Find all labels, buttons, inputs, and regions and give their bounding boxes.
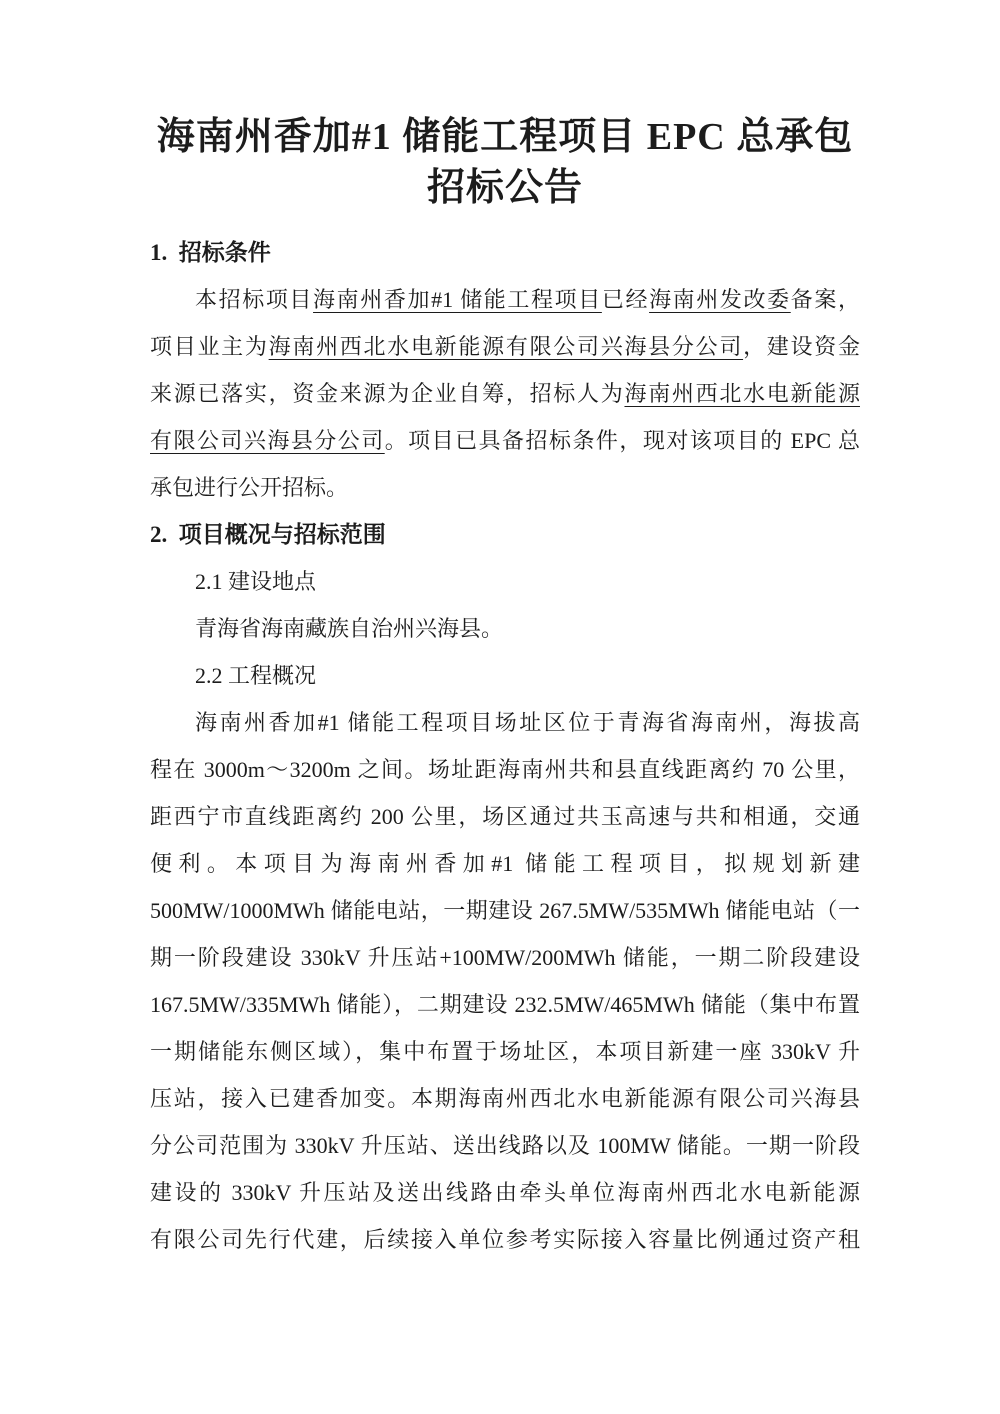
paragraph-line bbox=[150, 1122, 860, 1169]
section-heading: 2. 项目概况与招标范围 bbox=[150, 522, 386, 547]
paragraph-line bbox=[150, 840, 860, 887]
paragraph-line bbox=[150, 699, 860, 746]
paragraph-line bbox=[150, 746, 860, 793]
paragraph-line bbox=[150, 1028, 860, 1075]
text-segment: 来源已落实，资金来源为企业自筹，招标人为 bbox=[150, 381, 625, 406]
section-heading: 1. 招标条件 bbox=[150, 240, 271, 265]
text-segment: 期一阶段建设 330kV 升压站+100MW/200MWh 储能，一期二阶段建设 bbox=[150, 945, 860, 970]
text-segment: 承包进行公开招标。 bbox=[150, 475, 349, 500]
text-segment: 一期储能东侧区域），集中布置于场址区，本项目新建一座 330kV 升 bbox=[150, 1039, 860, 1064]
paragraph-line bbox=[150, 1169, 860, 1216]
subsection-line: 青海省海南藏族自治州兴海县。 bbox=[195, 616, 504, 641]
underlined-text: 海南州香加#1 储能工程项目 bbox=[313, 287, 602, 312]
text-segment: 本招标项目 bbox=[195, 287, 314, 312]
underlined-text: 海南州发改委 bbox=[649, 287, 791, 312]
text-segment: 有限公司先行代建，后续接入单位参考实际接入容量比例通过资产租 bbox=[150, 1227, 860, 1252]
underlined-text: 有限公司兴海县分公司 bbox=[150, 428, 385, 453]
underlined-text: 海南州西北水电新能源有限公司兴海县分公司 bbox=[268, 334, 744, 359]
paragraph-line bbox=[150, 276, 860, 323]
text-segment: 距西宁市直线距离约 200 公里，场区通过共玉高速与共和相通，交通 bbox=[150, 804, 860, 829]
paragraph-line bbox=[150, 464, 860, 511]
document-content bbox=[150, 112, 860, 1263]
document-title-line-2: 招标公告 bbox=[426, 167, 583, 209]
subsection-line: 2.2 工程概况 bbox=[195, 663, 317, 688]
text-segment: ，建设资金 bbox=[743, 334, 860, 359]
text-segment: 备案， bbox=[790, 287, 860, 312]
text-segment: 已经 bbox=[601, 287, 650, 312]
text-segment: 500MW/1000MWh 储能电站，一期建设 267.5MW/535MWh 储能电站（一 bbox=[150, 898, 860, 923]
paragraph bbox=[150, 276, 860, 511]
document-title-line-1: 海南州香加#1 储能工程项目 EPC 总承包 bbox=[156, 116, 854, 158]
paragraph-line bbox=[150, 1075, 860, 1122]
paragraph-line bbox=[150, 323, 860, 370]
subsection-line: 2.1 建设地点 bbox=[195, 569, 317, 594]
paragraph-line bbox=[150, 934, 860, 981]
text-segment: 项目业主为 bbox=[150, 334, 269, 359]
paragraph-line bbox=[150, 1216, 860, 1263]
text-segment: 建设的 330kV 升压站及送出线路由牵头单位海南州西北水电新能源 bbox=[150, 1180, 860, 1205]
text-segment: 海南州香加#1 储能工程项目场址区位于青海省海南州，海拔高 bbox=[195, 710, 860, 735]
text-segment: 分公司范围为 330kV 升压站、送出线路以及 100MW 储能。一期一阶段 bbox=[150, 1133, 860, 1158]
text-segment: 压站，接入已建香加变。本期海南州西北水电新能源有限公司兴海县 bbox=[150, 1086, 860, 1111]
underlined-text: 海南州西北水电新能源 bbox=[624, 381, 860, 406]
document-title bbox=[150, 112, 860, 214]
paragraph bbox=[150, 699, 860, 1263]
paragraph-line bbox=[150, 417, 860, 464]
text-segment: 167.5MW/335MWh 储能），二期建设 232.5MW/465MWh 储能（集中布置 bbox=[150, 992, 860, 1017]
text-segment: 便利。本项目为海南州香加#1 储能工程项目，拟规划新建 bbox=[150, 851, 860, 876]
paragraph-line bbox=[150, 793, 860, 840]
paragraph-line bbox=[150, 887, 860, 934]
text-segment: 。项目已具备招标条件，现对该项目的 EPC 总 bbox=[384, 428, 860, 453]
document-blocks bbox=[150, 229, 860, 1263]
paragraph-line bbox=[150, 981, 860, 1028]
text-segment: 程在 3000m～3200m 之间。场址距海南州共和县直线距离约 70 公里， bbox=[150, 757, 860, 782]
paragraph-line bbox=[150, 370, 860, 417]
